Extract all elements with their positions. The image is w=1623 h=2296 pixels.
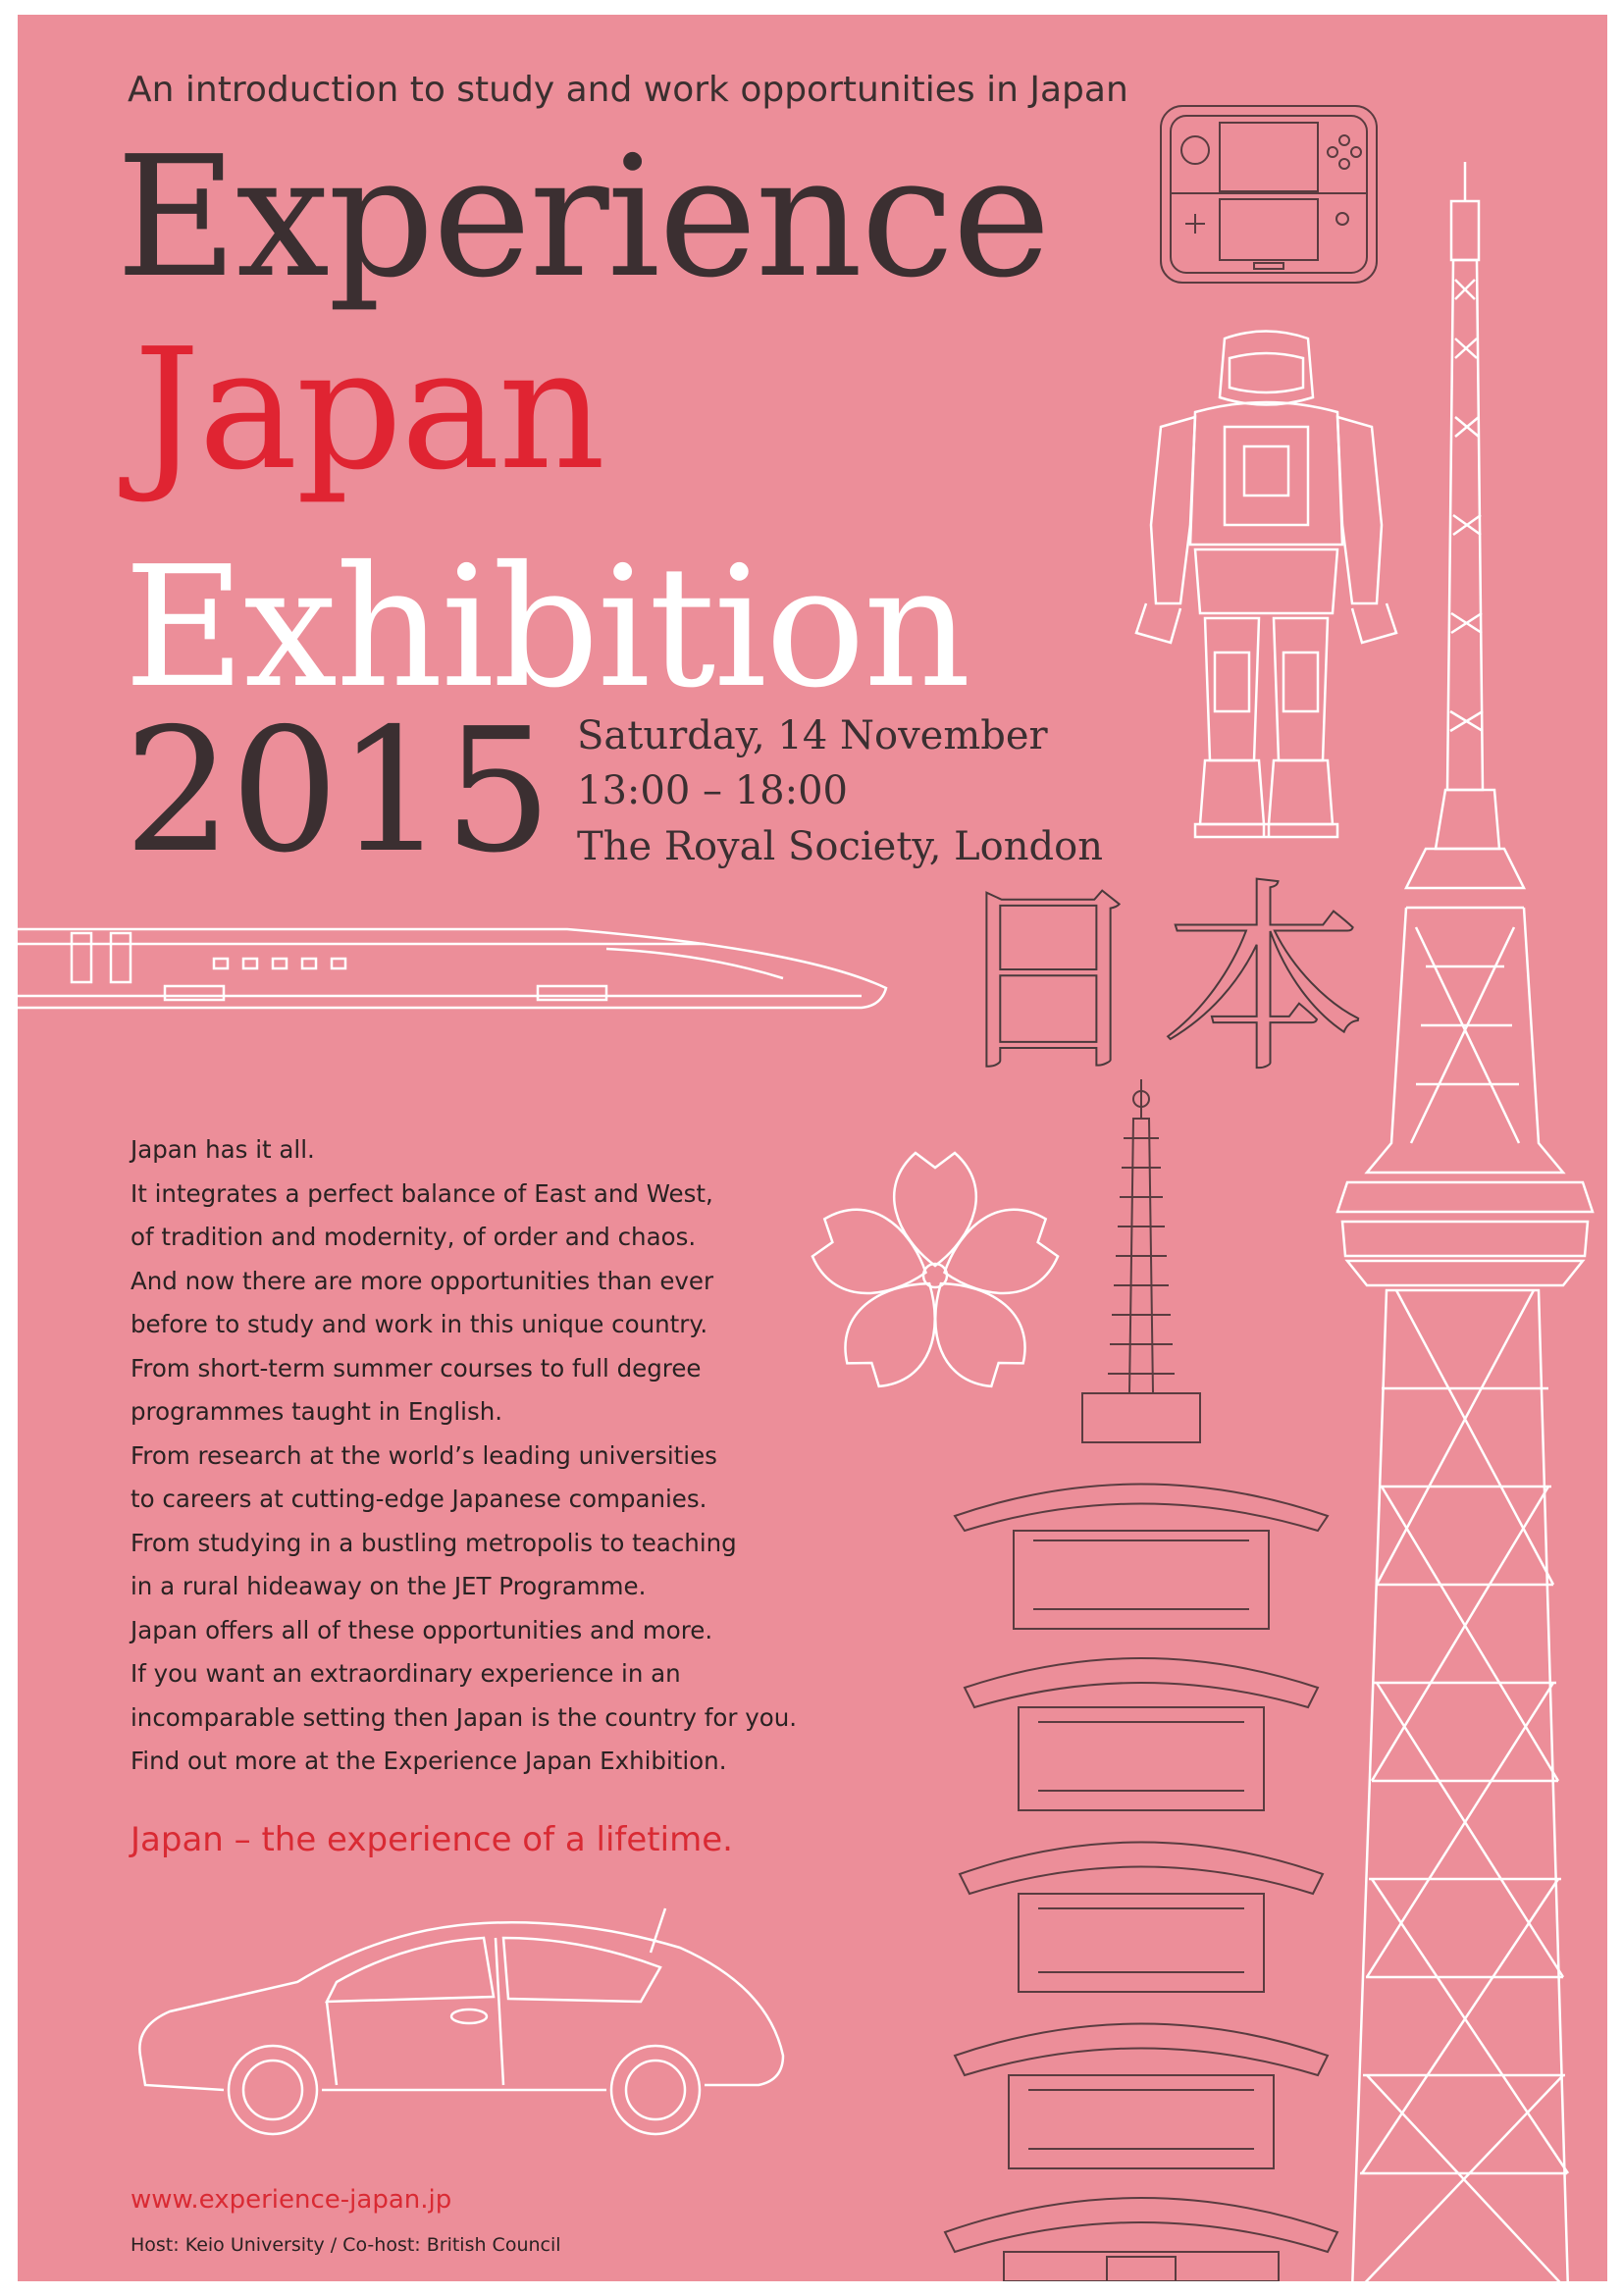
title-japan: Japan	[133, 313, 604, 507]
body-line: Japan has it all.	[131, 1135, 315, 1164]
car-icon	[131, 1908, 788, 2144]
title-exhibition: Exhibition	[124, 531, 969, 725]
title-year: 2015	[124, 692, 550, 891]
title-experience: Experience	[116, 121, 1049, 315]
body-line: Find out more at the Experience Japan Exhibition.	[131, 1747, 727, 1775]
bullet-train-icon	[18, 919, 886, 1018]
body-line: Japan offers all of these opportunities and more.	[131, 1615, 713, 1644]
host-credits: Host: Keio University / Co-host: British Council	[131, 2234, 561, 2256]
website-link[interactable]: www.experience-japan.jp	[131, 2185, 452, 2215]
body-line: of tradition and modernity, of order and chaos.	[131, 1223, 697, 1251]
tagline: Japan – the experience of a lifetime.	[131, 1820, 733, 1859]
sky-tower-icon	[1328, 162, 1607, 2281]
event-date: Saturday, 14 November	[577, 713, 1048, 758]
body-line: It integrates a perfect balance of East and West,	[131, 1178, 713, 1208]
pagoda-icon	[935, 1079, 1347, 2281]
poster	[18, 15, 1607, 2281]
body-line: before to study and work in this unique country.	[131, 1310, 708, 1338]
event-time: 13:00 – 18:00	[577, 768, 848, 813]
body-line: to careers at cutting-edge Japanese companies.	[131, 1485, 707, 1513]
body-line: incomparable setting then Japan is the country for you.	[131, 1702, 798, 1732]
kanji-nihon: 日本	[945, 861, 1378, 1101]
body-text	[131, 1128, 876, 1784]
body-line: programmes taught in English.	[131, 1397, 503, 1426]
body-line: in a rural hideaway on the JET Programme.	[131, 1572, 647, 1600]
body-line: From research at the world’s leading universities	[131, 1440, 717, 1470]
intro-text: An introduction to study and work opportunities in Japan	[128, 70, 1128, 110]
body-line: And now there are more opportunities than ever	[131, 1266, 714, 1295]
body-line: If you want an extraordinary experience in an	[131, 1659, 681, 1688]
event-venue: The Royal Society, London	[577, 824, 1103, 869]
body-line: From studying in a bustling metropolis to teaching	[131, 1528, 737, 1557]
body-line: From short-term summer courses to full degree	[131, 1353, 702, 1383]
